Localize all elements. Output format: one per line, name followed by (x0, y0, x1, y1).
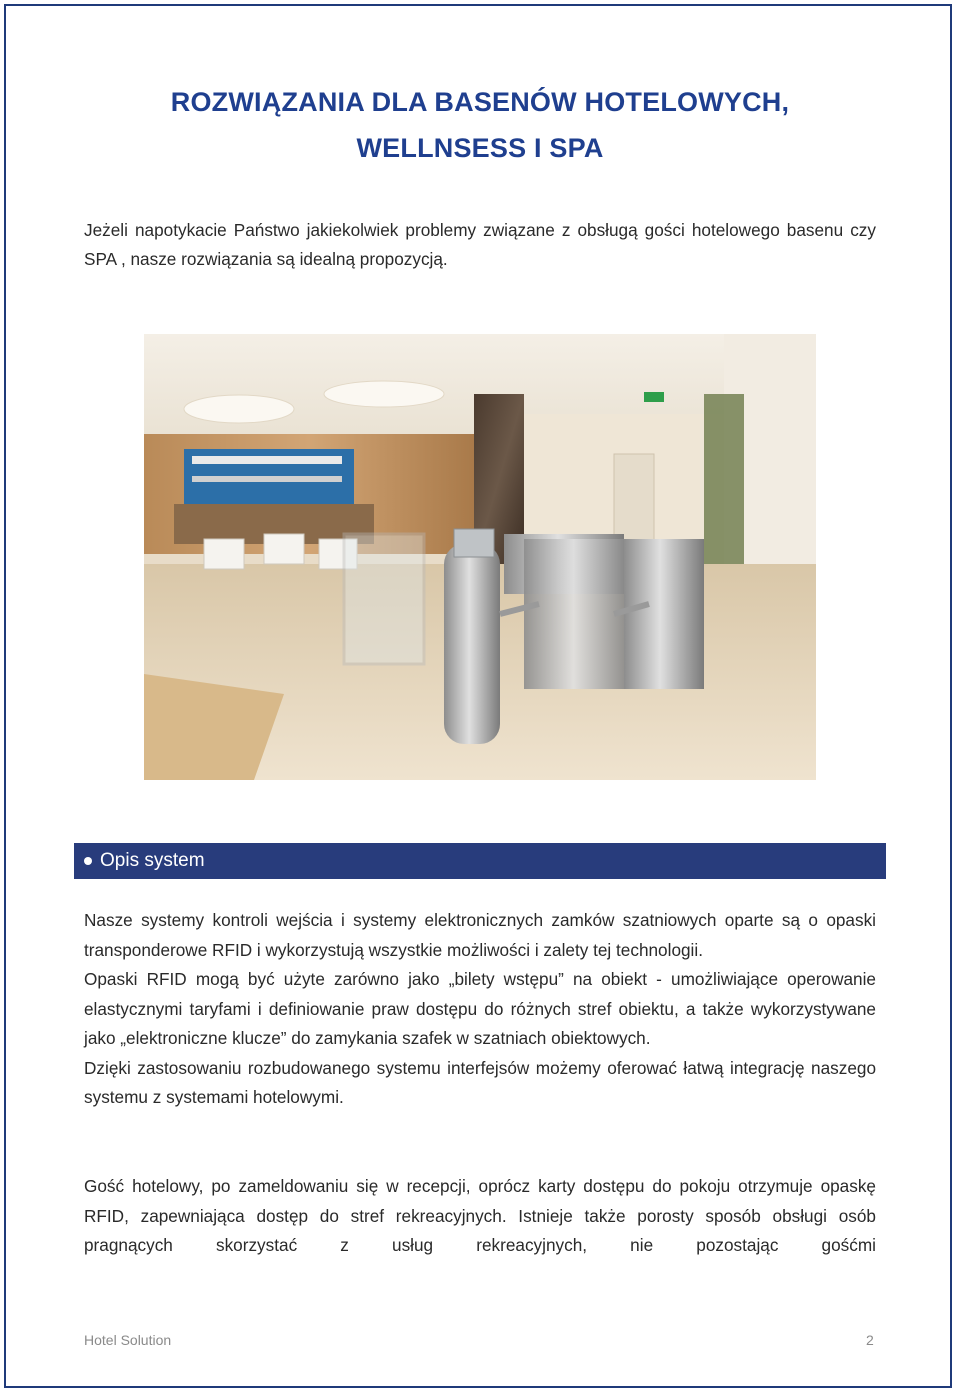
footer-company: Hotel Solution (84, 1332, 172, 1348)
turnstile-illustration (144, 334, 816, 780)
footer-page-number: 2 (866, 1332, 874, 1348)
section-header-bar (74, 843, 886, 879)
section-paragraph: Gość hotelowy, po zameldowaniu się w recepcji, oprócz karty dostępu do pokoju otrzymuje opaskę RFID, zapewniająca dostęp do stref rekreacyjnych. Istnieje także porosty sposób obsługi osób pragnących skorzystać z usług rekreacyjnych, nie pozostając gośćmi (84, 1176, 876, 1255)
turnstile-photo (144, 334, 816, 780)
section-paragraph: Nasze systemy kontroli wejścia i systemy elektronicznych zamków szatniowych oparte są o opaski transponderowe RFID i wykorzystują wszystkie możliwości i zalety tej technologii. (84, 910, 876, 960)
bullet-icon (84, 857, 92, 865)
section-heading: Opis system (100, 850, 205, 871)
section-body (84, 906, 876, 1113)
page-title-line-2: WELLNSESS I SPA (356, 133, 604, 163)
page-title-line-1: ROZWIĄZANIA DLA BASENÓW HOTELOWYCH, (170, 87, 790, 117)
section-paragraph: Opaski RFID mogą być użyte zarówno jako „bilety wstępu” na obiekt - umożliwiające operowanie elastycznymi taryfami i definiowanie praw dostępu do różnych stref obiektu, a także wykorzystywane jako „elektroniczne klucze” do zamykania szafek w szatniach obiektowych. (84, 969, 876, 1048)
section-body-continued (84, 1172, 876, 1261)
intro-paragraph: Jeżeli napotykacie Państwo jakiekolwiek problemy związane z obsługą gości hotelowego basenu czy SPA , nasze rozwiązania są idealną propozycją. (84, 220, 876, 269)
section-paragraph: Dzięki zastosowaniu rozbudowanego systemu interfejsów możemy oferować łatwą integrację naszego systemu z systemami hotelowymi. (84, 1057, 876, 1107)
